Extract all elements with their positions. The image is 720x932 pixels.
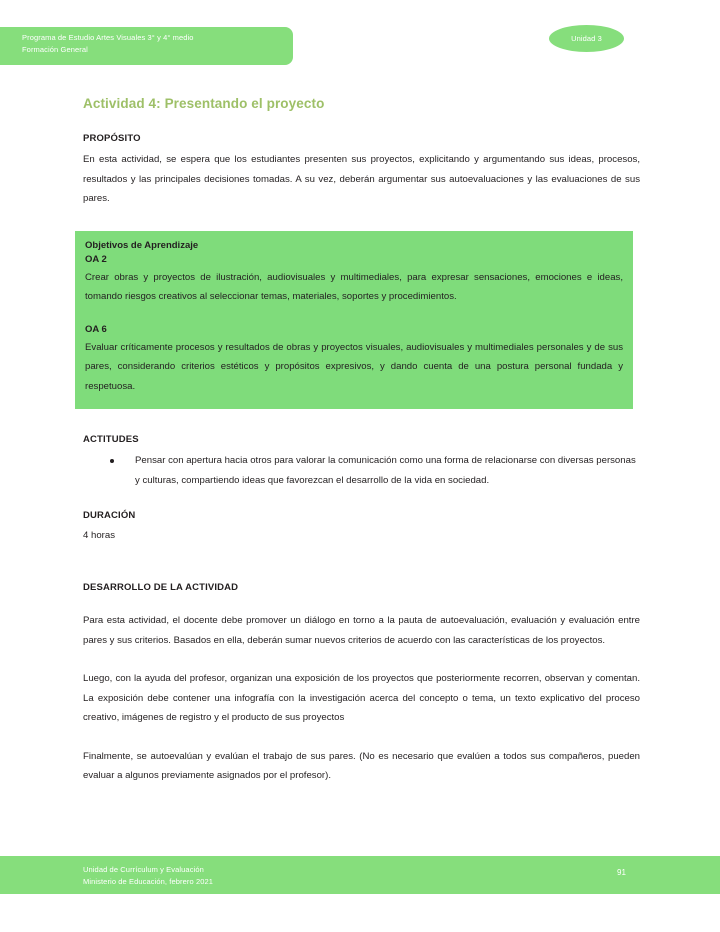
objetivos-de-aprendizaje-box bbox=[75, 231, 633, 410]
actitud-text: Pensar con apertura hacia otros para valorar la comunicación como una forma de relacionarse con diversas personas y culturas, compartiendo ideas que favorezcan el desarrollo de la vida en sociedad. bbox=[135, 455, 636, 486]
actitudes-heading: ACTITUDES bbox=[83, 434, 139, 445]
desarrollo-paragraph: Para esta actividad, el docente debe promover un diálogo en torno a la pauta de autoevaluación, evaluación y evaluación entre pares y sus criterios. Basados en ella, deberán sumar nuevos criterios de acuerdo con las características de los proyectos. bbox=[83, 615, 640, 646]
duracion-heading: DURACIÓN bbox=[83, 510, 136, 521]
duracion-value: 4 horas bbox=[83, 530, 115, 541]
program-banner bbox=[0, 27, 293, 65]
desarrollo-paragraph: Luego, con la ayuda del profesor, organizan una exposición de los proyectos que posteriormente recorren, observan y comentan. La exposición debe contener una infografía con la investigación acerca del concepto o tema, un texto explicativo del proceso creativo, imágenes de registro y el producto de sus proyectos bbox=[83, 673, 640, 723]
footer-line-2: Ministerio de Educación, febrero 2021 bbox=[83, 876, 214, 886]
objetivo-item bbox=[85, 254, 623, 307]
footer-credits bbox=[83, 864, 213, 887]
objetivo-text: Crear obras y proyectos de ilustración, audiovisuales y multimediales, para expresar sensaciones, emociones e ideas, tomando riesgos creativos al seleccionar temas, materiales, soportes y procedimientos. bbox=[85, 271, 623, 302]
objetivo-code: OA 6 bbox=[85, 323, 107, 335]
desarrollo-section bbox=[83, 582, 640, 786]
objetivo-text: Evaluar críticamente procesos y resultados de obras y proyectos visuales, audiovisuales y multimediales personales y de sus pares, considerando criterios estéticos y propósitos expresivos, y dando cuenta de una postura personal fundada y respetuosa. bbox=[85, 341, 623, 392]
footer-line-1: Unidad de Currículum y Evaluación bbox=[83, 865, 204, 874]
objetivo-item bbox=[85, 324, 623, 397]
program-title-line-1: Programa de Estudio Artes Visuales 3° y 4° medio bbox=[22, 33, 194, 42]
proposito-text: En esta actividad, se espera que los estudiantes presenten sus proyectos, explicitando y argumentando sus ideas, procesos, resultados y las principales decisiones tomadas. A su vez, deberán argumentar sus autoevaluaciones y las evaluaciones de sus pares. bbox=[83, 154, 640, 204]
page-content bbox=[83, 96, 640, 786]
bullet-icon bbox=[110, 459, 114, 463]
objetivo-code: OA 2 bbox=[85, 253, 107, 265]
program-title-line-2: Formación General bbox=[22, 44, 88, 54]
list-item bbox=[83, 451, 640, 490]
proposito-section bbox=[83, 133, 640, 209]
unit-badge-label: Unidad 3 bbox=[571, 34, 602, 43]
unit-badge bbox=[549, 25, 624, 52]
desarrollo-paragraph: Finalmente, se autoevalúan y evalúan el trabajo de sus pares. (No es necesario que evalúen a todos sus compañeros, pueden evaluar a algunos previamente asignados por el profesor). bbox=[83, 750, 640, 781]
page-number: 91 bbox=[617, 868, 627, 877]
duracion-section bbox=[83, 510, 640, 544]
page-title: Actividad 4: Presentando el proyecto bbox=[83, 96, 325, 111]
desarrollo-heading: DESARROLLO DE LA ACTIVIDAD bbox=[83, 582, 239, 593]
proposito-heading: PROPÓSITO bbox=[83, 133, 141, 144]
page-footer bbox=[0, 856, 720, 894]
objetivos-heading: Objetivos de Aprendizaje bbox=[85, 239, 199, 251]
actitudes-section bbox=[83, 434, 640, 490]
